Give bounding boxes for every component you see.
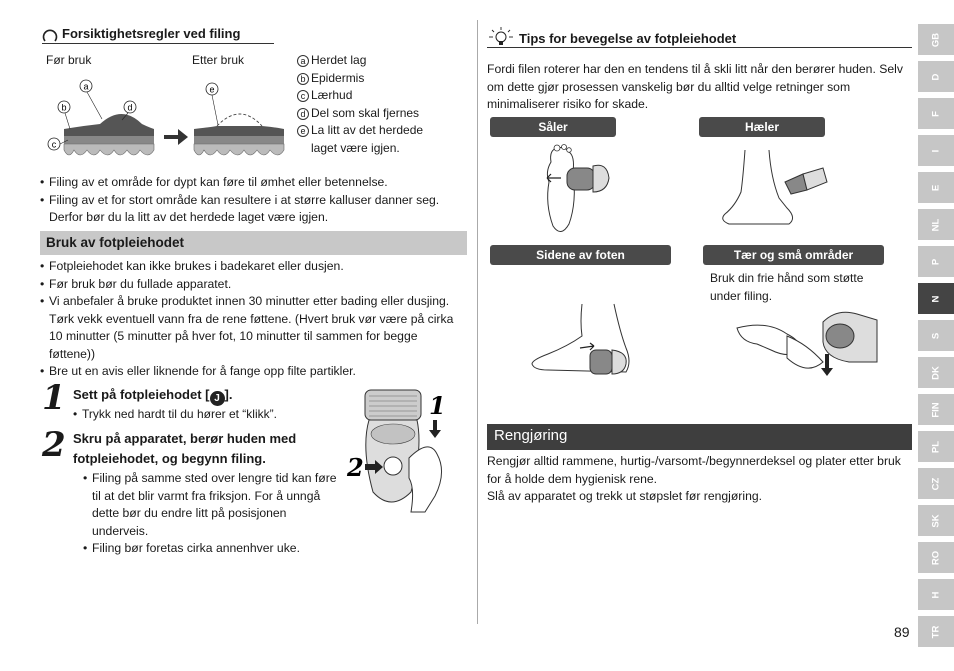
tab-d[interactable]: D [918, 61, 954, 92]
legend-item: d Del som skal fjernes [297, 105, 467, 123]
list-item: • Trykk ned hardt til du hører et “klikk”. [73, 406, 343, 422]
legend-item: a Herdet lag [297, 52, 467, 70]
arrow-down-icon [821, 354, 833, 376]
svg-text:a: a [83, 81, 89, 92]
svg-text:e: e [209, 84, 215, 95]
tab-i[interactable]: I [918, 135, 954, 166]
lightbulb-icon [487, 26, 515, 46]
sides-label: Sidene av foten [490, 245, 671, 265]
marker-b [58, 101, 70, 129]
heel-illustration [715, 148, 833, 230]
caution-icon [42, 27, 58, 43]
side-foot-illustration [528, 302, 632, 382]
list-item: • Filing av et for stort område kan resultere i at større kalluser danner seg. Derfor bør du la litt av det herdede laget være igjen. [40, 192, 465, 227]
svg-text:d: d [127, 102, 133, 113]
svg-text:c: c [51, 139, 57, 150]
soles-label: Såler [490, 117, 616, 137]
tab-pl[interactable]: PL [918, 431, 954, 462]
language-tabs [918, 24, 954, 653]
step-2-number: 2 [42, 425, 66, 465]
tab-dk[interactable]: DK [918, 357, 954, 388]
tab-nl[interactable]: NL [918, 209, 954, 240]
tab-h[interactable]: H [918, 579, 954, 610]
tips-heading: Tips for bevegelse av fotpleiehodet [487, 26, 912, 48]
device-step-2-label: 2 [347, 453, 364, 482]
list-item: • Vi anbefaler å bruke produktet innen 30 minutter etter bading eller dusjing. Tørk vekk eventuell vann fra de rene føttene. (Hvert bruk vør være på cirka 10 minutter (5 minutter på hver fot, 10 minutter til sammen for begge føttene)) [40, 293, 465, 363]
svg-text:b: b [61, 102, 67, 113]
step-1-number: 1 [42, 378, 66, 418]
legend-item: b Epidermis [297, 70, 467, 88]
list-item: • Filing av et område for dypt kan føre til ømhet eller betennelse. [40, 174, 465, 192]
page-number: 89 [894, 624, 910, 640]
step-2-title: Skru på apparatet, berør huden med fotpleiehodet, og begynn filing. [73, 431, 297, 466]
list-item: • Før bruk bør du fullade apparatet. [40, 276, 465, 294]
toe-hand-illustration [727, 306, 887, 386]
column-divider [477, 20, 478, 624]
device-step-1-label: 1 [429, 391, 446, 420]
tab-ro[interactable]: RO [918, 542, 954, 573]
marker-e [206, 83, 218, 125]
arrow-right-icon [164, 129, 188, 145]
legend-item: c Lærhud [297, 87, 467, 105]
tab-fin[interactable]: FIN [918, 394, 954, 425]
toes-note: Bruk din frie hånd som støtte under filing. [710, 271, 864, 303]
toes-label: Tær og små områder [703, 245, 884, 265]
arrow-down-icon [429, 420, 441, 438]
legend-item: e La litt av det herdede laget være igjen. [297, 122, 467, 157]
cleaning-heading: Rengjøring [487, 424, 912, 450]
tab-e[interactable]: E [918, 172, 954, 203]
head-j-icon: J [210, 391, 225, 406]
heels-label: Hæler [699, 117, 825, 137]
tab-s[interactable]: S [918, 320, 954, 351]
list-item: • Bre ut en avis eller liknende for å fange opp filte partikler. [40, 363, 465, 381]
cleaning-text: Rengjør alltid rammene, hurtig-/varsomt-/begynnerdeksel og plater etter bruk for å holde dem hygienisk rene. [487, 454, 901, 486]
list-item: • Filing bør foretas cirka annenhver uke. [83, 540, 339, 558]
step-1 [73, 385, 343, 422]
skin-layer-diagram [42, 74, 292, 166]
marker-a [80, 80, 102, 119]
tab-n[interactable]: N [918, 283, 954, 314]
tips-text: Fordi filen roterer har den en tendens til å skli litt når den berører huden. Selv om dette gjør prosessen vanskelig bør du alltid velge retninger som minimaliserer risiko for skade. [487, 62, 903, 111]
tab-cz[interactable]: CZ [918, 468, 954, 499]
usage-heading: Bruk av fotpleiehodet [40, 231, 467, 255]
cleaning-text-2: Slå av apparatet og trekk ut støpslet før rengjøring. [487, 489, 763, 503]
step-2 [73, 429, 339, 558]
tab-sk[interactable]: SK [918, 505, 954, 536]
list-item: • Fotpleiehodet kan ikke brukes i badekaret eller dusjen. [40, 258, 465, 276]
precaution-list [40, 174, 465, 227]
tab-f[interactable]: F [918, 98, 954, 129]
before-label: Før bruk [46, 53, 92, 67]
precaution-heading: Forsiktighetsregler ved filing [42, 26, 274, 44]
layer-legend [297, 52, 467, 157]
tab-gb[interactable]: GB [918, 24, 954, 55]
step-1-title: Sett på fotpleiehodet [ J ]. [73, 387, 233, 404]
device-illustration [345, 388, 467, 514]
tab-p[interactable]: P [918, 246, 954, 277]
list-item: • Filing på samme sted over lengre tid kan føre til at det blir varmt fra friksjon. For å unngå dette bør du endre litt på posisjonen underveis. [83, 470, 339, 540]
tab-tr[interactable]: TR [918, 616, 954, 647]
sole-illustration [535, 142, 615, 242]
usage-list [40, 258, 465, 381]
after-label: Etter bruk [192, 53, 245, 67]
